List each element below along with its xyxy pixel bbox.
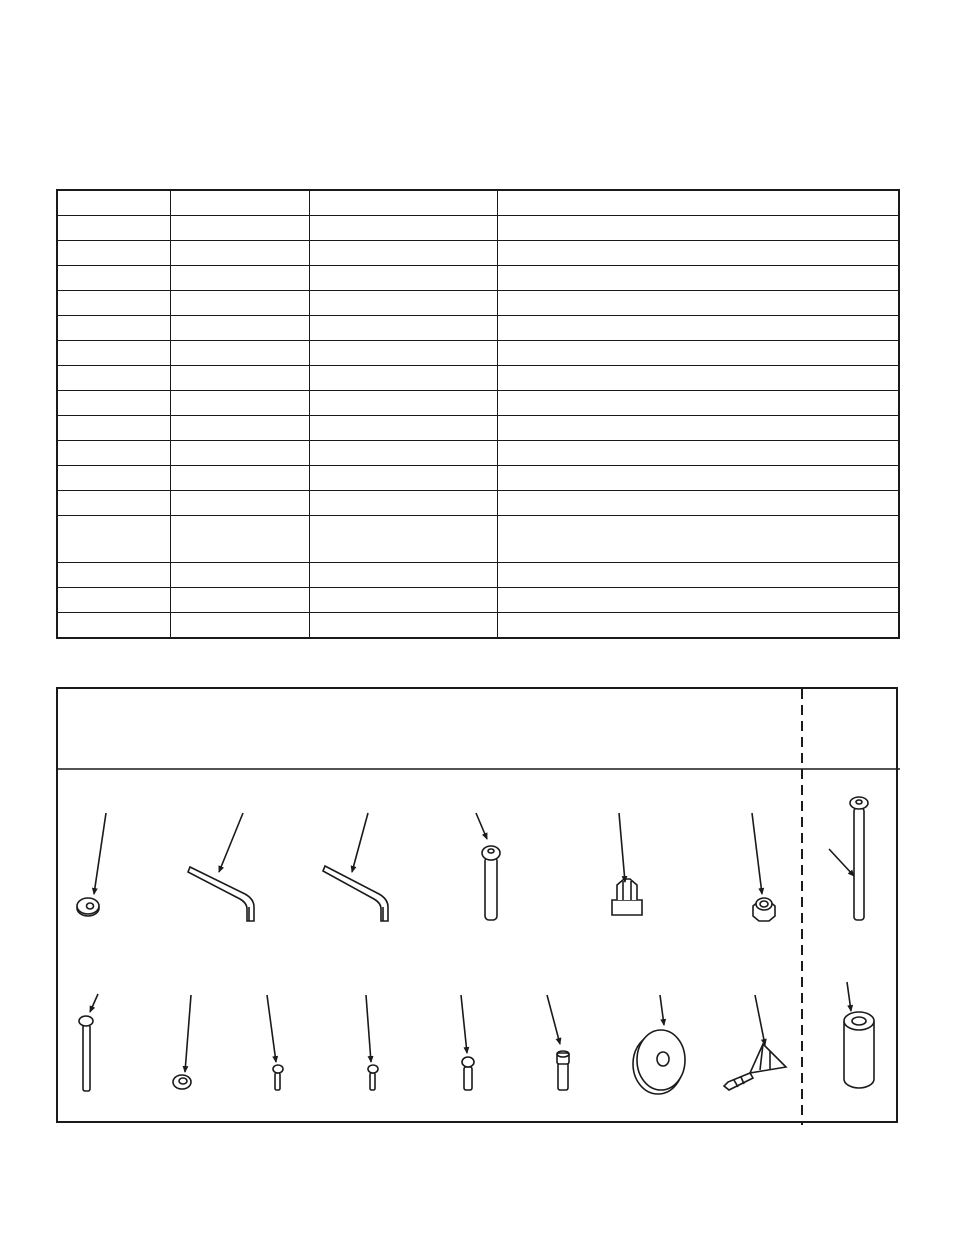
table-row	[57, 491, 899, 516]
table-cell	[170, 216, 309, 241]
table-cell	[57, 516, 170, 563]
table-cell	[497, 216, 899, 241]
table-cell	[170, 291, 309, 316]
table-cell	[309, 441, 497, 466]
short-screw-icon	[267, 995, 283, 1090]
table-cell	[497, 466, 899, 491]
table-cell	[170, 491, 309, 516]
table-cell	[170, 563, 309, 588]
table-row	[57, 291, 899, 316]
socket-cap-screw-icon	[547, 995, 569, 1090]
table-cell	[497, 366, 899, 391]
table-cell	[57, 366, 170, 391]
table-cell	[57, 316, 170, 341]
hardware-identifier-panel	[56, 687, 898, 1123]
table-cell	[309, 516, 497, 563]
table-cell	[57, 416, 170, 441]
table-cell	[309, 466, 497, 491]
table-cell	[497, 491, 899, 516]
large-washer-icon	[633, 995, 685, 1094]
table-cell	[497, 588, 899, 613]
square-end-cap-icon	[612, 813, 642, 915]
long-bolt-icon	[79, 994, 98, 1091]
column-header	[497, 190, 899, 216]
grease-tube-icon	[724, 995, 786, 1090]
table-cell	[497, 391, 899, 416]
table-cell	[57, 391, 170, 416]
parts-list-table	[56, 189, 900, 639]
table-row	[57, 441, 899, 466]
table-cell	[170, 266, 309, 291]
table-cell	[497, 291, 899, 316]
table-cell	[309, 391, 497, 416]
table-row	[57, 613, 899, 639]
table-cell	[57, 441, 170, 466]
table-cell	[309, 241, 497, 266]
hex-key-large-icon	[188, 813, 254, 921]
table-cell	[170, 613, 309, 639]
table-cell	[497, 563, 899, 588]
table-cell	[57, 241, 170, 266]
table-cell	[57, 613, 170, 639]
table-cell	[497, 341, 899, 366]
table-cell	[170, 316, 309, 341]
column-header	[57, 190, 170, 216]
table-cell	[57, 491, 170, 516]
button-head-bolt-icon	[476, 813, 500, 920]
table-cell	[170, 588, 309, 613]
table-cell	[309, 216, 497, 241]
table-cell	[497, 613, 899, 639]
table-cell	[57, 266, 170, 291]
column-header	[309, 190, 497, 216]
table-row	[57, 266, 899, 291]
table-cell	[170, 241, 309, 266]
table-cell	[57, 341, 170, 366]
lock-nut-icon	[752, 813, 775, 921]
table-cell	[170, 416, 309, 441]
hex-key-small-icon	[323, 813, 388, 921]
table-cell	[309, 563, 497, 588]
table-cell	[497, 266, 899, 291]
table-cell	[497, 241, 899, 266]
table-cell	[170, 341, 309, 366]
table-row	[57, 563, 899, 588]
table-cell	[170, 466, 309, 491]
table-cell	[57, 466, 170, 491]
table-cell	[497, 316, 899, 341]
table-header-row	[57, 190, 899, 216]
table-cell	[309, 341, 497, 366]
table-cell	[170, 391, 309, 416]
table-cell	[309, 613, 497, 639]
table-cell	[57, 216, 170, 241]
table-row	[57, 588, 899, 613]
flat-washer-icon	[173, 995, 191, 1089]
table-cell	[309, 366, 497, 391]
washer-icon	[77, 813, 106, 916]
table-cell	[497, 416, 899, 441]
table-row	[57, 241, 899, 266]
table-cell	[309, 291, 497, 316]
spacer-tube-icon	[844, 982, 874, 1088]
table-row	[57, 341, 899, 366]
table-row	[57, 416, 899, 441]
table-cell	[170, 366, 309, 391]
table-cell	[309, 416, 497, 441]
table-cell	[57, 588, 170, 613]
table-row	[57, 316, 899, 341]
short-screw-icon	[366, 995, 378, 1090]
table-row	[57, 516, 899, 563]
table-cell	[309, 491, 497, 516]
table-cell	[170, 516, 309, 563]
table-row	[57, 366, 899, 391]
extra-long-bolt-icon	[829, 797, 868, 920]
table-row	[57, 466, 899, 491]
table-cell	[170, 441, 309, 466]
table-cell	[309, 316, 497, 341]
table-row	[57, 216, 899, 241]
socket-cap-screw-icon	[461, 995, 474, 1090]
hardware-illustrations	[58, 689, 900, 1125]
table-cell	[57, 291, 170, 316]
table-row	[57, 391, 899, 416]
table-cell	[309, 588, 497, 613]
table-cell	[57, 563, 170, 588]
column-header	[170, 190, 309, 216]
table-cell	[497, 516, 899, 563]
table-cell	[497, 441, 899, 466]
table-cell	[309, 266, 497, 291]
